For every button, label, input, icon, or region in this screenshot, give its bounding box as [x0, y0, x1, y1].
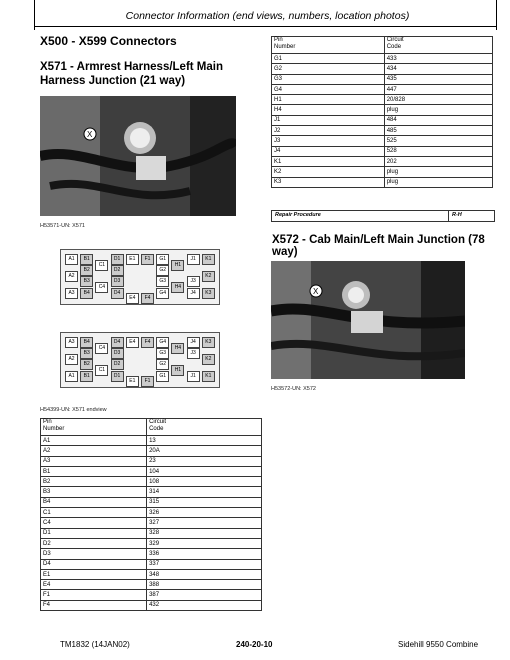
- x571-endview-caption: H54399-UN: X571 endview: [40, 407, 107, 413]
- pin-number-cell: E4: [41, 580, 147, 590]
- connector-pin: A3: [65, 337, 78, 348]
- connector-pin: K2: [202, 271, 215, 282]
- connector-pin: F1: [141, 376, 154, 387]
- table-row: [41, 569, 262, 579]
- pin-number-header: [272, 37, 385, 54]
- circuit-code-cell: 23: [147, 456, 262, 466]
- pin-number-cell: G4: [272, 84, 385, 94]
- pin-number-cell: D2: [41, 538, 147, 548]
- circuit-header-label: Circuit: [386, 37, 404, 43]
- table-row: [41, 436, 262, 446]
- connector-pin: B2: [80, 359, 93, 370]
- connector-pin: H4: [171, 282, 184, 293]
- x571-photo-image: [40, 96, 236, 216]
- connector-pin: J4: [187, 288, 200, 299]
- circuit-code-cell: plug: [384, 105, 492, 115]
- table-row: [41, 487, 262, 497]
- connector-pin: E4: [126, 337, 139, 348]
- repair-procedure-value[interactable]: R-H: [448, 211, 465, 221]
- table-row: [272, 84, 493, 94]
- connector-pin: G1: [156, 254, 169, 265]
- footer-right: Sidehill 9550 Combine: [398, 640, 479, 649]
- connector-pin: E4: [126, 293, 139, 304]
- connector-pin: A1: [65, 371, 78, 382]
- pin-number-cell: K3: [272, 177, 385, 187]
- circuit-code-cell: 485: [384, 126, 492, 136]
- circuit-code-cell: 447: [384, 84, 492, 94]
- pin-number-cell: F4: [41, 600, 147, 610]
- connector-pin: K1: [202, 371, 215, 382]
- pin-number-cell: F1: [41, 590, 147, 600]
- connector-pin: F4: [141, 293, 154, 304]
- repair-procedure-row: [271, 210, 495, 222]
- connector-pin: D3: [111, 348, 124, 359]
- connector-pin: D1: [111, 254, 124, 265]
- pin-number-cell: H4: [272, 105, 385, 115]
- x571-endview-bottom: [60, 332, 220, 388]
- table-row: [272, 136, 493, 146]
- pin-number-cell: D3: [41, 549, 147, 559]
- connector-pin: B3: [80, 348, 93, 359]
- circuit-code-cell: 20/828: [384, 95, 492, 105]
- pin-number-cell: B2: [41, 477, 147, 487]
- table-row: [272, 115, 493, 125]
- circuit-code-cell: 315: [147, 497, 262, 507]
- connector-pin: J3: [187, 348, 200, 359]
- connector-pin: F1: [141, 254, 154, 265]
- table-row: [41, 600, 262, 610]
- circuit-code-cell: 388: [147, 580, 262, 590]
- connector-pin: H4: [171, 343, 184, 354]
- pin-header-label: Pin: [274, 37, 283, 43]
- pin-number-cell: C1: [41, 508, 147, 518]
- x572-title: X572 - Cab Main/Left Main Junction (78 way): [272, 234, 485, 258]
- circuit-code-cell: 336: [147, 549, 262, 559]
- table-header-row: [272, 37, 493, 54]
- connector-pin: K3: [202, 337, 215, 348]
- circuit-code-cell: 435: [384, 74, 492, 84]
- pin-number-cell: J4: [272, 146, 385, 156]
- connector-pin: G2: [156, 359, 169, 370]
- connector-pin: A1: [65, 254, 78, 265]
- circuit-code-cell: plug: [384, 167, 492, 177]
- table-header-row: [41, 419, 262, 436]
- header-rule: [34, 26, 497, 27]
- table-row: [41, 477, 262, 487]
- connector-pin: A2: [65, 271, 78, 282]
- pin-number-cell: J1: [272, 115, 385, 125]
- table-row: [41, 508, 262, 518]
- connector-pin: G4: [156, 337, 169, 348]
- table-row: [272, 74, 493, 84]
- table-row: [41, 456, 262, 466]
- connector-pin: E1: [126, 376, 139, 387]
- connector-pin: C1: [95, 260, 108, 271]
- code-header-label: Code: [149, 426, 164, 432]
- svg-text:X: X: [313, 287, 319, 296]
- circuit-code-cell: 13: [147, 436, 262, 446]
- table-row: [41, 446, 262, 456]
- connector-pin: A3: [65, 288, 78, 299]
- circuit-code-cell: plug: [384, 177, 492, 187]
- table-row: [272, 177, 493, 187]
- pin-number-cell: J2: [272, 126, 385, 136]
- circuit-code-header: [147, 419, 262, 436]
- table-row: [41, 538, 262, 548]
- x572-photo-caption: H53572-UN: X572: [271, 386, 316, 392]
- connector-pin: B3: [80, 276, 93, 287]
- connector-pin: K3: [202, 288, 215, 299]
- circuit-code-cell: 484: [384, 115, 492, 125]
- x571-pin-table-continued: [271, 36, 493, 188]
- connector-pin: D4: [111, 288, 124, 299]
- table-row: [272, 156, 493, 166]
- pin-number-cell: G3: [272, 74, 385, 84]
- connector-pin: B4: [80, 337, 93, 348]
- circuit-header-label: Circuit: [149, 419, 167, 425]
- header-title: Connector Information (end views, numbers, location photos): [125, 10, 410, 22]
- pin-number-header: [41, 419, 147, 436]
- circuit-code-cell: 326: [147, 508, 262, 518]
- pin-number-cell: B1: [41, 466, 147, 476]
- circuit-code-cell: 433: [384, 54, 492, 64]
- pin-number-cell: K1: [272, 156, 385, 166]
- x571-pin-table: [40, 418, 262, 611]
- connector-pin: J4: [187, 337, 200, 348]
- connector-pin: G3: [156, 276, 169, 287]
- section-title: X500 - X599 Connectors: [40, 34, 177, 48]
- circuit-code-cell: 434: [384, 64, 492, 74]
- pin-number-cell: G2: [272, 64, 385, 74]
- x571-photo: [40, 96, 236, 216]
- circuit-code-cell: 104: [147, 466, 262, 476]
- connector-pin: K2: [202, 354, 215, 365]
- pin-number-cell: D4: [41, 559, 147, 569]
- circuit-code-cell: 528: [384, 146, 492, 156]
- connector-pin: D2: [111, 265, 124, 276]
- circuit-code-cell: 387: [147, 590, 262, 600]
- connector-pin: B2: [80, 265, 93, 276]
- x572-photo-image: [271, 261, 465, 379]
- pin-number-cell: C4: [41, 518, 147, 528]
- connector-pin: A2: [65, 354, 78, 365]
- table-row: [272, 64, 493, 74]
- connector-pin: H1: [171, 260, 184, 271]
- circuit-code-cell: 348: [147, 569, 262, 579]
- circuit-code-cell: 108: [147, 477, 262, 487]
- pin-header-label: Pin: [43, 419, 52, 425]
- connector-pin: C1: [95, 365, 108, 376]
- connector-pin: B4: [80, 288, 93, 299]
- pin-number-cell: A2: [41, 446, 147, 456]
- circuit-code-cell: 432: [147, 600, 262, 610]
- pin-number-cell: G1: [272, 54, 385, 64]
- number-header-label: Number: [274, 44, 296, 50]
- x571-endview-top: [60, 249, 220, 305]
- x572-photo: [271, 261, 465, 379]
- pin-number-cell: A1: [41, 436, 147, 446]
- table-row: [272, 95, 493, 105]
- connector-pin: K1: [202, 254, 215, 265]
- pin-number-cell: D1: [41, 528, 147, 538]
- circuit-code-cell: 327: [147, 518, 262, 528]
- table-row: [272, 167, 493, 177]
- footer-left: TM1832 (14JAN02): [60, 640, 130, 649]
- pin-number-cell: B3: [41, 487, 147, 497]
- table-row: [272, 126, 493, 136]
- table-row: [41, 559, 262, 569]
- table-row: [272, 105, 493, 115]
- circuit-code-cell: 328: [147, 528, 262, 538]
- connector-pin: G1: [156, 371, 169, 382]
- connector-pin: E1: [126, 254, 139, 265]
- pin-number-cell: B4: [41, 497, 147, 507]
- svg-text:X: X: [87, 130, 93, 139]
- connector-pin: C4: [95, 282, 108, 293]
- connector-pin: C4: [95, 343, 108, 354]
- table-row: [41, 549, 262, 559]
- connector-pin: J1: [187, 371, 200, 382]
- repair-procedure-label: Repair Procedure: [275, 212, 321, 218]
- table-row: [272, 54, 493, 64]
- table-row: [41, 580, 262, 590]
- pin-number-cell: E1: [41, 569, 147, 579]
- circuit-code-cell: 337: [147, 559, 262, 569]
- table-row: [41, 518, 262, 528]
- circuit-code-header: [384, 37, 492, 54]
- pin-number-cell: K2: [272, 167, 385, 177]
- connector-pin: B1: [80, 371, 93, 382]
- connector-pin: G4: [156, 288, 169, 299]
- connector-pin: H1: [171, 365, 184, 376]
- connector-pin: B1: [80, 254, 93, 265]
- circuit-code-cell: 329: [147, 538, 262, 548]
- number-header-label: Number: [43, 426, 65, 432]
- table-row: [41, 466, 262, 476]
- connector-pin: J1: [187, 254, 200, 265]
- x571-title: X571 - Armrest Harness/Left Main Harness Junction (21 way): [40, 61, 224, 87]
- connector-pin: D4: [111, 337, 124, 348]
- connector-pin: G2: [156, 265, 169, 276]
- code-header-label: Code: [386, 44, 402, 50]
- table-row: [41, 590, 262, 600]
- pin-number-cell: J3: [272, 136, 385, 146]
- connector-pin: F4: [141, 337, 154, 348]
- circuit-code-cell: 20A: [147, 446, 262, 456]
- connector-pin: D1: [111, 371, 124, 382]
- table-row: [41, 497, 262, 507]
- connector-pin: D3: [111, 276, 124, 287]
- connector-pin: G3: [156, 348, 169, 359]
- circuit-code-cell: 202: [384, 156, 492, 166]
- table-row: [41, 528, 262, 538]
- table-row: [272, 146, 493, 156]
- pin-number-cell: H1: [272, 95, 385, 105]
- x571-photo-caption: H53571-UN: X571: [40, 223, 85, 229]
- connector-pin: D2: [111, 359, 124, 370]
- circuit-code-cell: 314: [147, 487, 262, 497]
- pin-number-cell: A3: [41, 456, 147, 466]
- circuit-code-cell: 525: [384, 136, 492, 146]
- footer-center: 240-20-10: [236, 640, 273, 649]
- connector-pin: J3: [187, 276, 200, 287]
